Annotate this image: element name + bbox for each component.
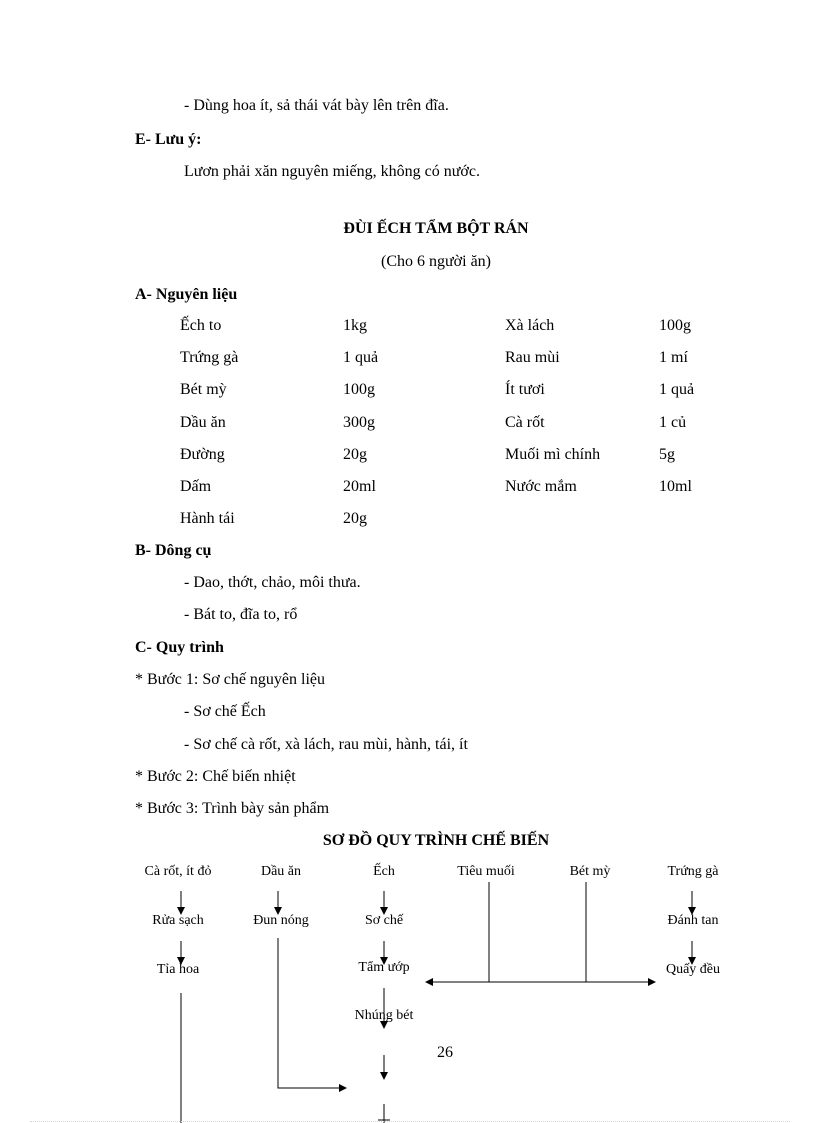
flow-node: Đun nóng [253,913,309,928]
flow-node: Rửa sạch [152,913,204,928]
flow-node: Tỉa hoa [156,962,200,977]
process-substep: - Sơ chế Ếch [184,703,266,720]
flow-arrow [278,938,346,1088]
flow-node: Đánh tan [667,913,719,928]
ingredient-name: Trứng gà [180,349,239,366]
ingredient-qty: 100g [343,381,375,398]
ingredient-name: Hành tái [180,510,235,527]
ingredient-name: Cà rốt [505,414,545,431]
diagram-title: SƠ ĐỒ QUY TRÌNH CHẾ BIẾN [322,832,550,849]
tool-item: - Dao, thớt, chảo, môi thưa. [184,574,361,591]
ingredient-name: Nước mắm [505,478,577,495]
ingredient-name: Muối mì chính [505,446,601,463]
note-heading: E- Lưu ý: [135,131,202,148]
flow-node: Trứng gà [667,864,719,879]
flow-node: Bét mỳ [569,864,611,879]
ingredient-qty: 20g [343,446,367,463]
ingredient-qty: 10ml [659,478,692,495]
ingredient-qty: 5g [659,446,675,463]
ingredient-qty: 20ml [343,478,376,495]
recipe-title: ĐÙI ẾCH TẨM BỘT RÁN [343,220,529,237]
ingredient-name: Xà lách [505,317,555,334]
process-step: * Bước 1: Sơ chế nguyên liệu [135,671,326,688]
ingredient-name: Rau mùi [505,349,560,366]
ingredient-qty: 1kg [343,317,367,334]
note-text: Lươn phải xăn nguyên miếng, không có nước. [184,163,480,180]
flow-node: Sơ chế [364,913,404,928]
ingredient-qty: 1 củ [659,414,687,431]
tools-heading: B- Dông cụ [135,542,212,559]
ingredient-qty: 100g [659,317,691,334]
process-substep: - Sơ chế cà rốt, xà lách, rau mùi, hành, tái, ít [184,736,468,753]
recipe-servings: (Cho 6 người ăn) [380,253,492,270]
page-number: 26 [437,1044,453,1061]
flow-node: Dầu ăn [260,864,302,879]
process-step: * Bước 3: Trình bày sản phẩm [135,800,330,817]
flow-node: Ếch [373,864,395,879]
ingredient-name: Ếch to [180,317,222,334]
process-step: * Bước 2: Chế biến nhiệt [135,768,296,785]
ingredients-heading: A- Nguyên liệu [135,286,238,303]
flow-node: Tẩm ướp [358,960,410,975]
ingredient-name: Dấm [180,478,212,495]
ingredient-qty: 1 quả [343,349,379,366]
ingredient-qty: 300g [343,414,375,431]
flow-node: Quấy đều [665,962,721,977]
tool-item: - Bát to, đĩa to, rổ [184,606,298,623]
ingredient-name: Đường [180,446,225,463]
ingredient-qty: 20g [343,510,367,527]
intro-line: - Dùng hoa ít, sả thái vát bày lên trên đĩa. [184,97,449,114]
ingredient-name: Ít tươi [505,381,545,398]
flow-node: Nhúng bét [354,1008,414,1023]
ingredient-qty: 1 quả [659,381,695,398]
flow-node: Cà rốt, ít đỏ [144,864,212,879]
page-bottom-rule [30,1121,790,1122]
flow-node: Tiêu muối [457,864,515,879]
process-heading: C- Quy trình [135,639,224,656]
ingredient-name: Bét mỳ [180,381,227,398]
ingredient-qty: 1 mí [659,349,688,366]
ingredient-name: Dầu ăn [180,414,226,431]
